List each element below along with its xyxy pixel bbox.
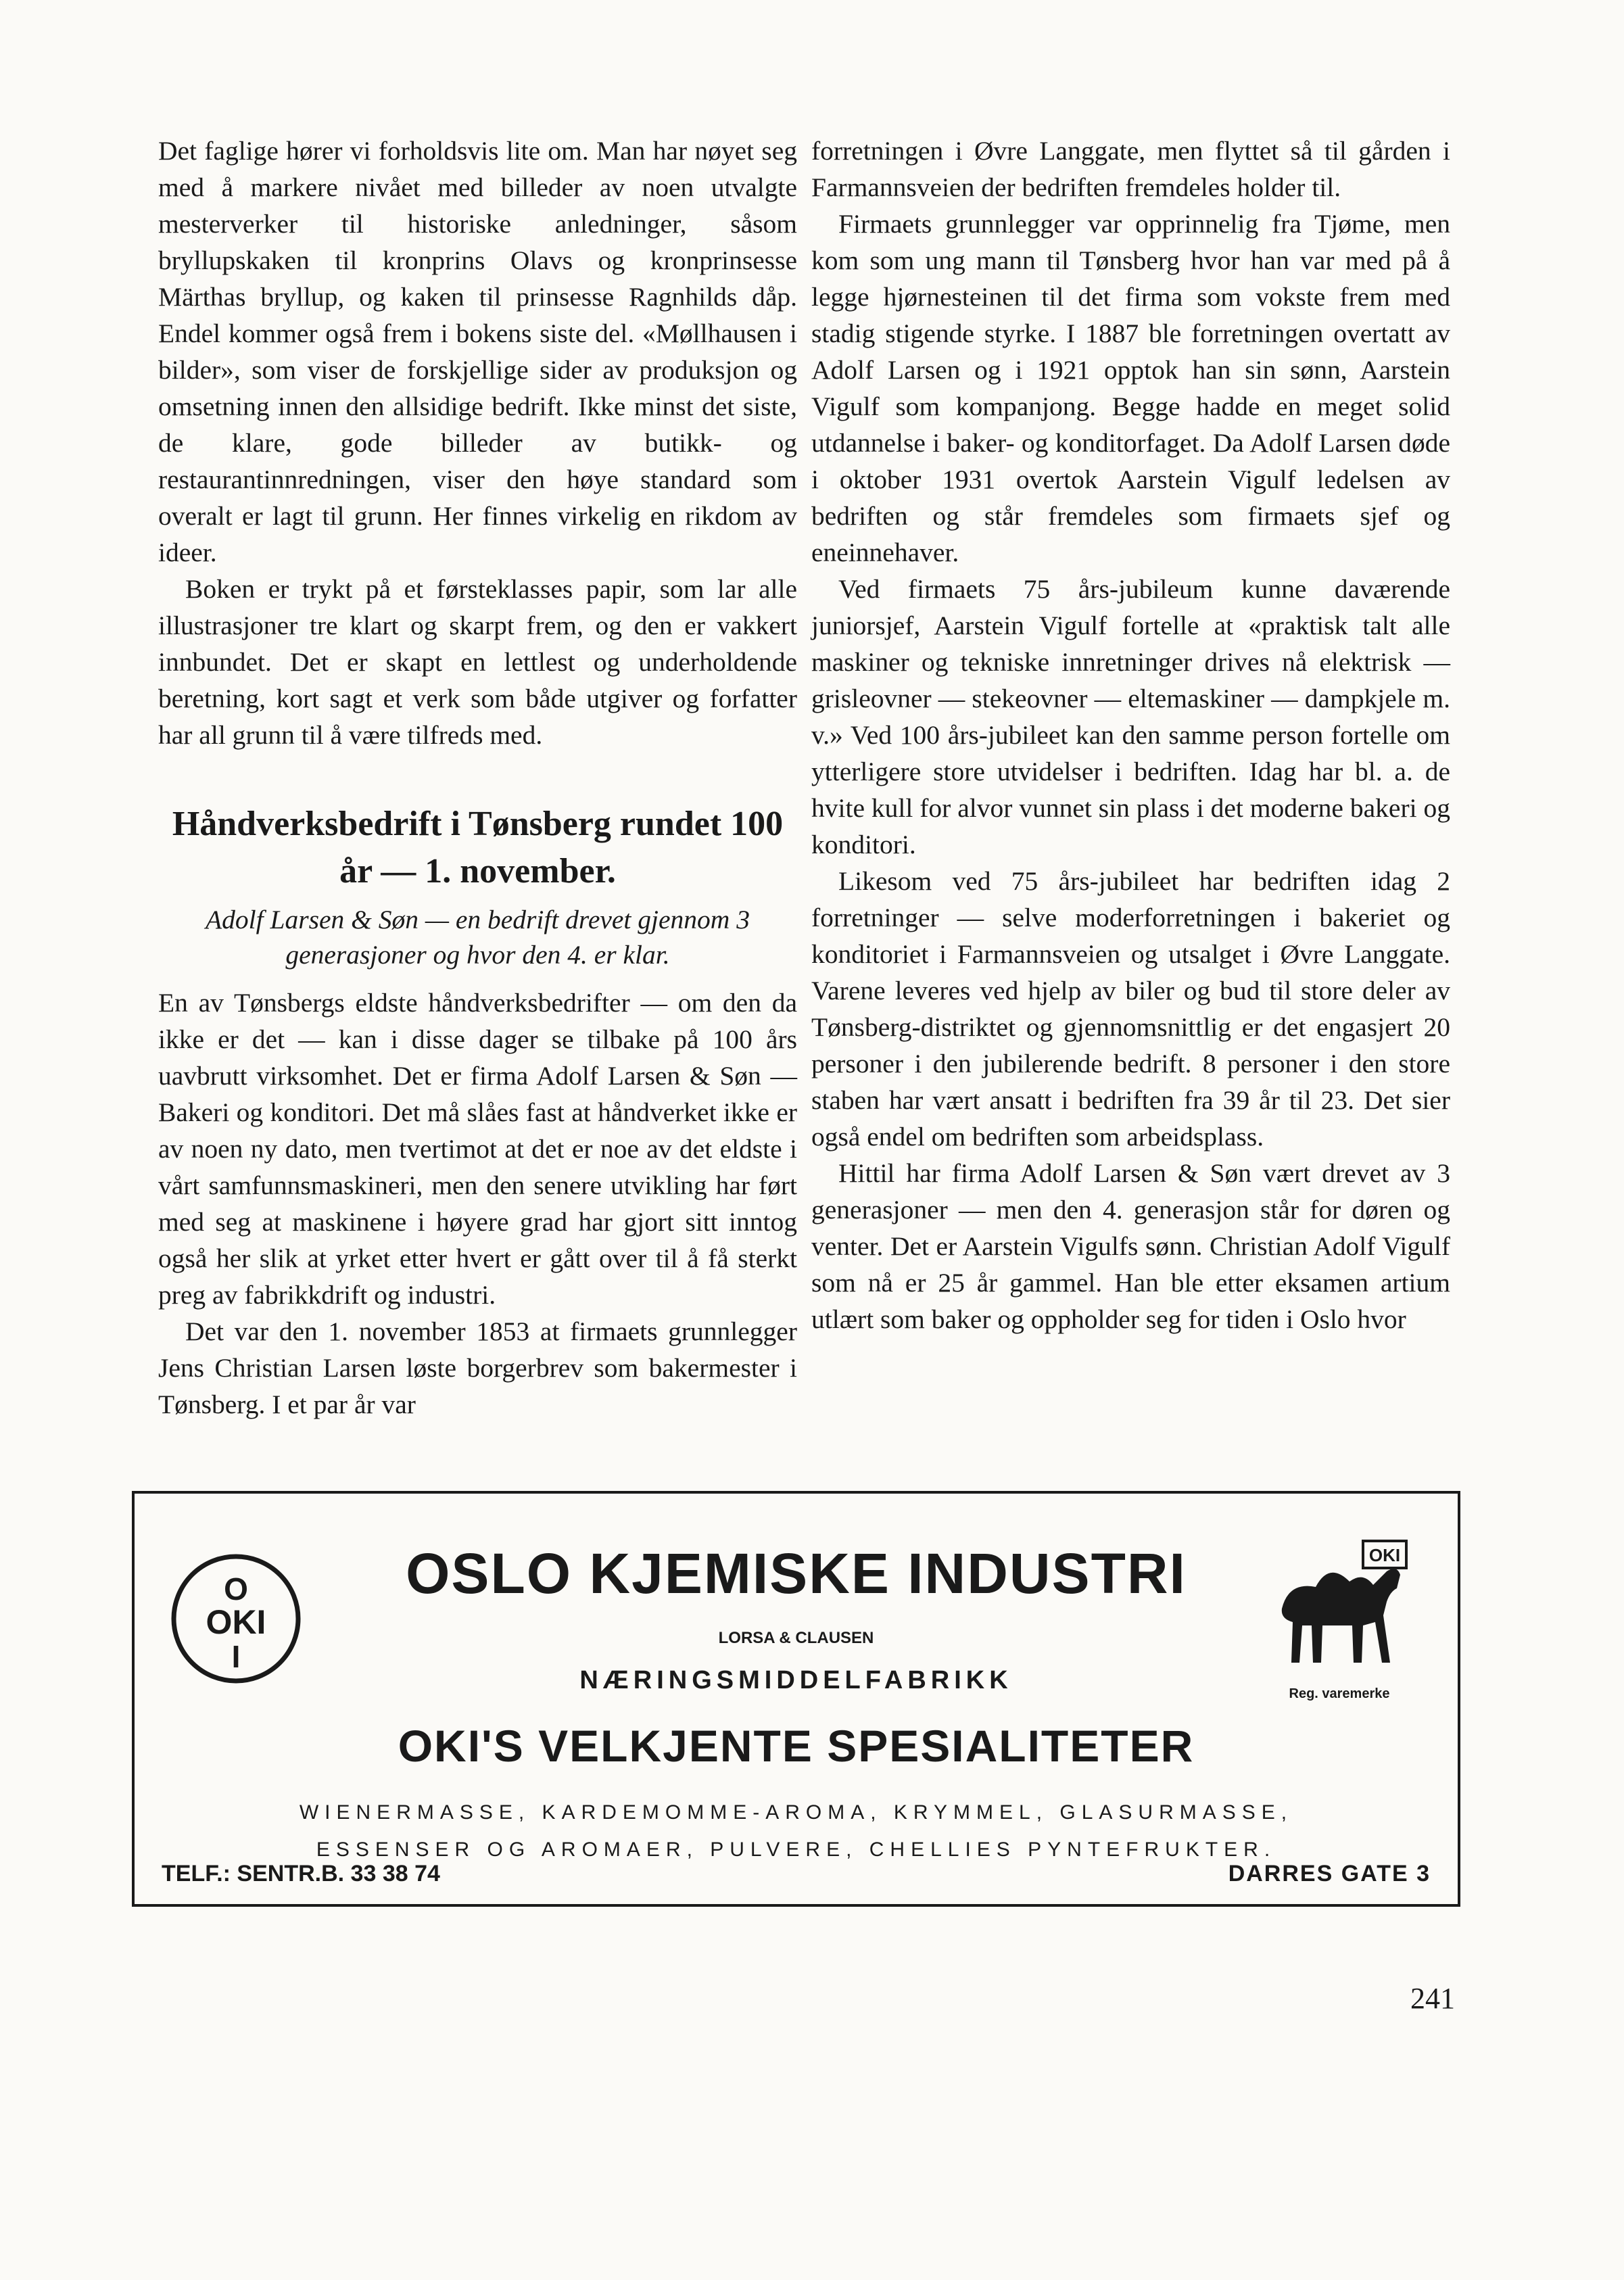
article-heading: Håndverksbedrift i Tønsberg rundet 100 år — 1. november. (172, 805, 784, 890)
ad-department: NÆRINGSMIDDELFABRIKK (579, 1666, 1013, 1694)
ad-owner: LORSA & CLAUSEN (718, 1629, 874, 1647)
paragraph: Hittil har firma Adolf Larsen & Søn vært drevet av 3 generasjoner — men den 4. generasjon står for døren og venter. Det er Aarstein Vigulfs sønn. Christian Adolf Vigulf som nå er 25 år gammel. Han ble etter eksamen artium utlært som baker og oppholder seg for tiden i Oslo hvor (811, 1158, 1450, 1334)
svg-text:I: I (231, 1639, 241, 1674)
paragraph: Ved firmaets 75 års-jubileum kunne daværende juniorsjef, Aarstein Vigulf fortelle at «praktisk talt alle maskiner og tekniske innretninger drives nå elektrisk — grisleovner — stekeovner — eltemaskiner — dampkjele m. v.» Ved 100 års-jubileet kan den samme person fortelle om ytterligere store utvidelser i bedriften. Idag har bl. a. de hvite kull for alvor vunnet sin plass i det moderne bakeri og konditori. (811, 574, 1450, 859)
svg-text:O: O (224, 1571, 248, 1607)
camel-trademark-icon (1262, 1534, 1417, 1676)
paragraph: Firmaets grunnlegger var opprinnelig fra Tjøme, men kom som ung mann til Tønsberg hvor han var med på å legge hjørnesteinen til det firma som vokste frem med stadig stigende styrke. I 1887 ble forretningen overtatt av Adolf Larsen og i 1921 opptok han sin sønn, Aarstein Vigulf som kompanjong. Begge hadde en meget solid utdannelse i baker- og konditorfaget. Da Adolf Larsen døde i oktober 1931 overtok Aarstein Vigulf ledelsen av bedriften og står fremdeles som firmaets sjef og eneinnehaver. (811, 209, 1450, 567)
right-column (811, 133, 1450, 1337)
svg-text:OKI: OKI (206, 1603, 266, 1641)
article-subheading: Adolf Larsen & Søn — en bedrift drevet gjennom 3 generasjoner og hvor den 4. er klar. (206, 905, 750, 970)
ad-headline: OKI'S VELKJENTE SPESIALITETER (398, 1721, 1195, 1771)
ad-product-line: WIENERMASSE, KARDEMOMME-AROMA, KRYMMEL, GLASURMASSE, (299, 1801, 1293, 1824)
svg-text:OKI: OKI (1368, 1545, 1401, 1565)
page-number: 241 (1410, 1982, 1455, 2015)
ad-address: DARRES GATE 3 (1228, 1861, 1431, 1886)
paragraph: forretningen i Øvre Langgate, men flyttet så til gården i Farmannsveien der bedriften fremdeles holder til. (811, 136, 1450, 202)
ad-reg-mark: Reg. varemerke (1289, 1686, 1390, 1701)
paragraph: Likesom ved 75 års-jubileet har bedriften idag 2 forretninger — selve moderforretningen i bakeriet og konditoriet i Farmannsveien og utsalget i Øvre Langgate. Varene leveres ved hjelp av biler og bud til store deler av Tønsberg-distriktet og gjennomsnittlig er det engasjert 20 personer i den jubilerende bedrift. 8 personer i den store staben har vært ansatt i bedriften fra 39 år til 23. Det sier også endel om bedriften som arbeidsplass. (811, 866, 1450, 1151)
paragraph: En av Tønsbergs eldste håndverksbedrifter — om den da ikke er det — kan i disse dager se tilbake på 100 års uavbrutt virksomhet. Det er firma Adolf Larsen & Søn — Bakeri og konditori. Det må slåes fast at håndverket ikke er av noen ny dato, men tvertimot at det er noe av det eldste i vårt samfunnsmaskineri, men den senere utvikling har ført med seg at maskinene i høyere grad har gjort sitt inntog også her slik at yrket etter hvert er gått over til å få sterkt preg av fabrikkdrift og industri. (158, 988, 797, 1310)
paragraph: Det faglige hører vi forholdsvis lite om. Man har nøyet seg med å markere nivået med billeder av noen utvalgte mesterverker til historiske anledninger, såsom bryllupskaken til kronprins Olavs og kronprinsesse Märthas bryllup, og kaken til prinsesse Ragnhilds dåp. Endel kommer også frem i bokens siste del. «Møllhausen i bilder», som viser de forskjellige sider av produksjon og omsetning innen den allsidige bedrift. Ikke minst det siste, de klare, gode billeder av butikk- og restaurantinnredningen, viser den høye standard som overalt er lagt til grunn. Her finnes virkelig en rikdom av ideer. (158, 136, 797, 567)
paragraph: Det var den 1. november 1853 at firmaets grunnlegger Jens Christian Larsen løste borgerbrev som bakermester i Tønsberg. I et par år var (158, 1316, 797, 1419)
ad-product-line: ESSENSER OG AROMAER, PULVERE, CHELLIES PYNTEFRUKTER. (316, 1838, 1276, 1861)
ad-company-name: OSLO KJEMISKE INDUSTRI (406, 1542, 1187, 1605)
ad-phone: TELF.: SENTR.B. 33 38 74 (162, 1861, 440, 1886)
advertisement (132, 1491, 1460, 1907)
left-column (158, 133, 797, 1423)
paragraph: Boken er trykt på et førsteklasses papir, som lar alle illustrasjoner tre klart og skarpt frem, og den er vakkert innbundet. Det er skapt en lettlest og underholdende beretning, kort sagt et verk som både utgiver og forfatter har all grunn til å være tilfreds med. (158, 574, 797, 750)
